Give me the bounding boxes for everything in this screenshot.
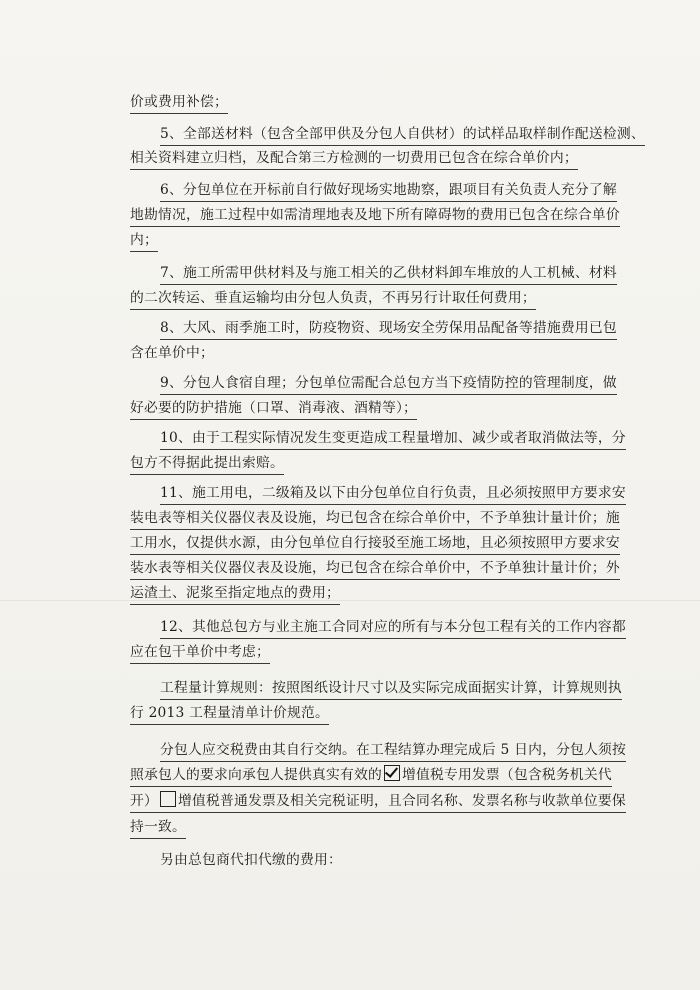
text-line: 相关资料建立归档，及配合第三方检测的一切费用已包含在综合单价内；	[130, 148, 578, 170]
text-line: 12、其他总包方与业主施工合同对应的所有与本分包工程有关的工作内容都	[160, 617, 626, 639]
text-line: 价或费用补偿；	[130, 92, 228, 114]
text-line: 地勘情况，施工过程中如需清理地表及地下所有障碍物的费用已包含在综合单价	[130, 205, 620, 227]
checkbox-ordinary-vat-invoice[interactable]	[160, 791, 176, 807]
text-line: 行 2013 工程量清单计价规范。	[130, 703, 329, 725]
text-line: 工程量计算规则：按照图纸设计尺寸以及实际完成面据实计算，计算规则执	[160, 678, 622, 700]
text-line: 工用水，仅提供水源，由分包单位自行接驳至施工场地，且必须按照甲方要求安	[130, 533, 620, 555]
text-segment: 照承包人的要求向承包人提供真实有效的	[130, 767, 382, 783]
text-line: 分包人应交税费由其自行交纳。在工程结算办理完成后 5 日内，分包人须按	[160, 740, 626, 762]
text-line: 10、由于工程实际情况发生变更造成工程量增加、减少或者取消做法等，分	[160, 428, 626, 450]
text-line: 应在包干单价中考虑；	[130, 642, 270, 664]
text-line: 9、分包人食宿自理；分包单位需配合总包方当下疫情防控的管理制度，做	[160, 373, 617, 395]
text-line: 含在单价中；	[130, 345, 214, 361]
checkbox-special-vat-invoice[interactable]	[384, 765, 400, 781]
text-line	[130, 765, 612, 787]
text-line: 11、施工用电，二级箱及以下由分包单位自行负责，且必须按照甲方要求安	[160, 483, 626, 505]
text-line: 另由总包商代扣代缴的费用：	[160, 852, 342, 868]
text-segment: 增值税普通发票及相关完税证明，且合同名称、发票名称与收款单位要保	[178, 793, 626, 809]
text-line: 装水表等相关仪器仪表及设施，均已包含在综合单价中，不予单独计量计价；外	[130, 558, 620, 580]
text-line: 持一致。	[130, 817, 186, 839]
text-line: 好必要的防护措施（口罩、消毒液、酒精等）；	[130, 398, 417, 420]
text-line: 包方不得据此提出索赔。	[130, 453, 284, 475]
text-line: 5、全部送材料（包含全部甲供及分包人自供材）的试样品取样制作配送检测、	[160, 124, 645, 146]
text-line: 8、大风、雨季施工时，防疫物资、现场安全劳保用品配备等措施费用已包	[160, 318, 617, 340]
text-segment: 增值税专用发票（包含税务机关代	[401, 767, 612, 783]
text-line: 装电表等相关仪器仪表及设施，均已包含在综合单价中，不予单独计量计价；施	[130, 508, 620, 530]
text-line: 7、施工所需甲供材料及与施工相关的乙供材料卸车堆放的人工机械、材料	[160, 263, 617, 285]
text-line: 的二次转运、垂直运输均由分包人负责，不再另行计取任何费用；	[130, 288, 536, 310]
text-line	[130, 791, 626, 813]
paper-fold	[0, 600, 700, 601]
text-line: 运渣土、泥浆至指定地点的费用；	[130, 583, 340, 605]
text-segment: 开）	[130, 793, 158, 809]
text-line: 6、分包单位在开标前自行做好现场实地勘察，跟项目有关负责人充分了解	[160, 180, 617, 202]
text-line: 内；	[130, 230, 158, 252]
